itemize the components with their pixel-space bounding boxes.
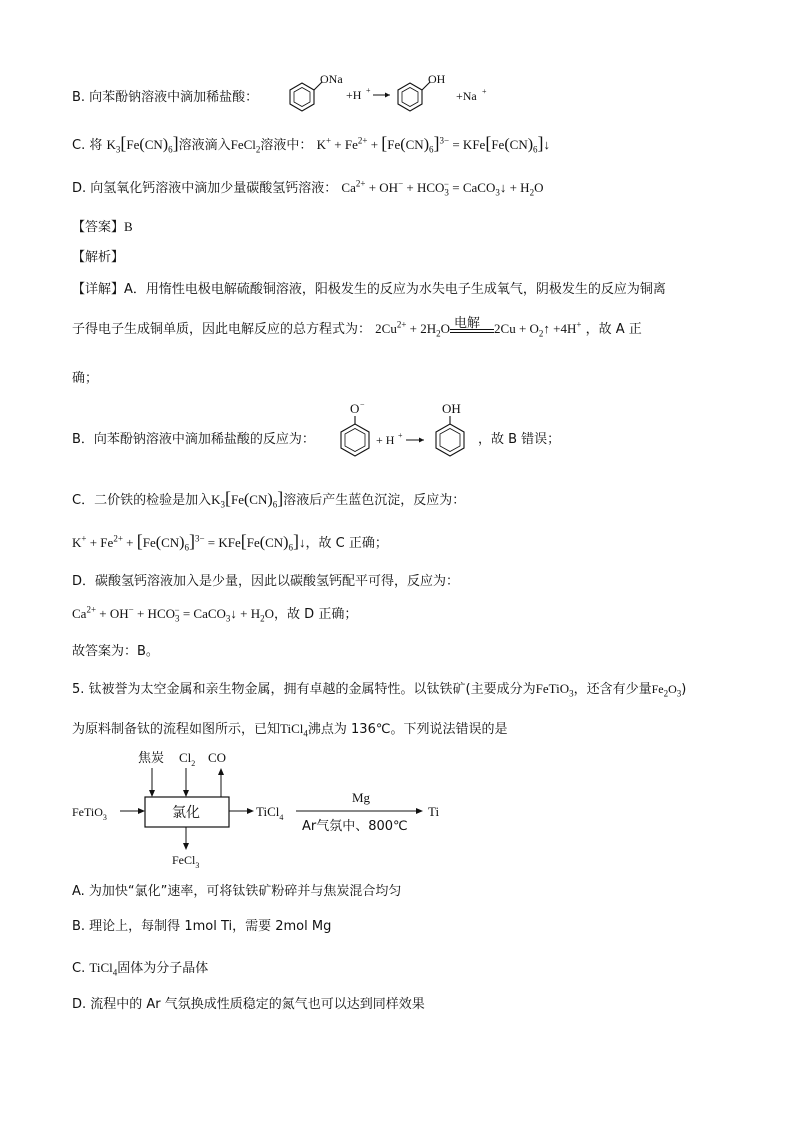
answer-tag: 【答案】	[72, 220, 125, 235]
detail-b-conclusion: ，故 B 错误；	[478, 432, 561, 447]
detail-c-line-1: C．二价铁的检验是加入$K_3[Fe(CN)_6]$溶液后产生蓝色沉淀，反应为：	[72, 488, 466, 510]
option-c-line: C. 将 $K_3[Fe(CN)_6]$溶液滴入FeCl$_2$溶液中： $K^+ + Fe^{2+} + [Fe(CN)_6]^{3-}$ = $KFe[Fe(CN)_6]↓$	[72, 133, 551, 155]
benzene-ring-icon	[398, 82, 430, 111]
flow-byproduct: FeCl$_3$	[172, 853, 200, 870]
process-flow-diagram	[68, 744, 468, 874]
detail-a-line-2: 子得电子生成铜单质，因此电解反应的总方程式为： $2Cu^{2+} + 2H_2O$ 电解 $2Cu + O_2↑ +4H^+$ ，故 A 正	[72, 316, 642, 339]
svg-text:+: +	[482, 87, 487, 96]
option-d-equation: $Ca^{2+} + OH^- + HCO_3^-$ = CaCO$_3$↓ + $H_2O$	[341, 178, 544, 198]
benzene-ring-icon	[436, 416, 464, 456]
answer-line	[72, 216, 133, 235]
answer-value: B	[124, 219, 133, 234]
benzene-ring-icon	[290, 82, 322, 111]
detail-d-line-2: $Ca^{2+} + OH^- + HCO_3^-$ = CaCO$_3$↓ + $H_2O$，故 D 正确；	[72, 604, 358, 624]
detail-a-line-3: 确；	[72, 371, 99, 386]
svg-text:+: +	[366, 86, 371, 95]
ona-group: ONa	[320, 72, 343, 86]
conclusion: 故答案为：B。	[72, 644, 159, 659]
detail-c-equation: $K^+ + Fe^{2+} + [Fe(CN)_6]^{3-}$ = $KFe[Fe(CN)_6]↓$	[72, 531, 306, 553]
detail-c-line-2: $K^+ + Fe^{2+} + [Fe(CN)_6]^{3-}$ = $KFe[Fe(CN)_6]↓$，故 C 正确；	[72, 531, 388, 553]
svg-text:−: −	[360, 400, 365, 409]
detail-tag: 【详解】	[72, 282, 125, 297]
detail-d-equation: $Ca^{2+} + OH^- + HCO_3^-$ = CaCO$_3$↓ + $H_2O$	[72, 604, 275, 624]
flow-reagent: Mg	[352, 790, 371, 805]
detail-b-h-plus: + H	[376, 433, 395, 447]
flow-condition: Ar气氛中、800℃	[302, 819, 408, 834]
option-b-equation	[270, 68, 500, 116]
h-plus: +H	[346, 88, 362, 102]
oh-group: OH	[428, 72, 446, 86]
flow-input-cl2: $Cl_2$	[179, 750, 196, 768]
flow-input-coke: 焦炭	[138, 751, 165, 766]
option-c-equation: $K^+ + Fe^{2+} + [Fe(CN)_6]^{3-}$ = $KFe[Fe(CN)_6]↓$	[316, 133, 551, 155]
phenoxide-o: O	[350, 401, 360, 416]
benzene-ring-icon	[341, 416, 369, 456]
flow-feed: FeTiO$_3$	[72, 805, 107, 822]
svg-text:+: +	[398, 431, 403, 440]
detail-b-equation	[336, 398, 476, 468]
flow-output-co: CO	[208, 750, 227, 765]
phenol-oh: OH	[442, 401, 461, 416]
detail-b-label: B．向苯酚钠溶液中滴加稀盐酸的反应为：	[72, 432, 315, 447]
na-plus: +Na	[456, 89, 477, 103]
flow-box-label: 氯化	[172, 805, 200, 821]
q5-option-b: B. 理论上，每制得 1mol Ti，需要 2mol Mg	[72, 919, 332, 934]
option-b-label: B. 向苯酚钠溶液中滴加稀盐酸：	[72, 90, 259, 105]
flow-final: Ti	[428, 804, 440, 819]
detail-d-line-1: D．碳酸氢钙溶液加入是少量，因此以碳酸氢钙配平可得，反应为：	[72, 574, 460, 589]
analysis-tag: 【解析】	[72, 250, 125, 265]
q5-option-c: C. TiCl$_4$固体为分子晶体	[72, 960, 209, 978]
detail-a-line-1: 【详解】A．用惰性电极电解硫酸铜溶液，阳极发生的反应为水失电子生成氧气，阴极发生的反应为铜离	[72, 282, 666, 297]
option-d-line: D. 向氢氧化钙溶液中滴加少量碳酸氢钙溶液： $Ca^{2+} + OH^- + HCO_3^-$ = CaCO$_3$↓ + $H_2O$	[72, 178, 544, 198]
electrolysis-equation: $2Cu^{2+} + 2H_2O$ 电解 $2Cu + O_2↑ +4H^+$	[375, 316, 582, 339]
q5-option-d: D. 流程中的 Ar 气氛换成性质稳定的氮气也可以达到同样效果	[72, 997, 425, 1012]
q5-option-a: A. 为加快“氯化”速率，可将钛铁矿粉碎并与焦炭混合均匀	[72, 884, 402, 899]
q5-stem-line-2: 为原料制备钛的流程如图所示，已知TiCl$_4$沸点为 136℃。下列说法错误的是	[72, 721, 508, 739]
flow-product: TiCl$_4$	[256, 804, 284, 822]
q5-stem-line-1: 5. 钛被誉为太空金属和亲生物金属，拥有卓越的金属特性。以钛铁矿(主要成分为FeTiO$_3$，还含有少量$Fe_2O_3$)	[72, 681, 687, 699]
